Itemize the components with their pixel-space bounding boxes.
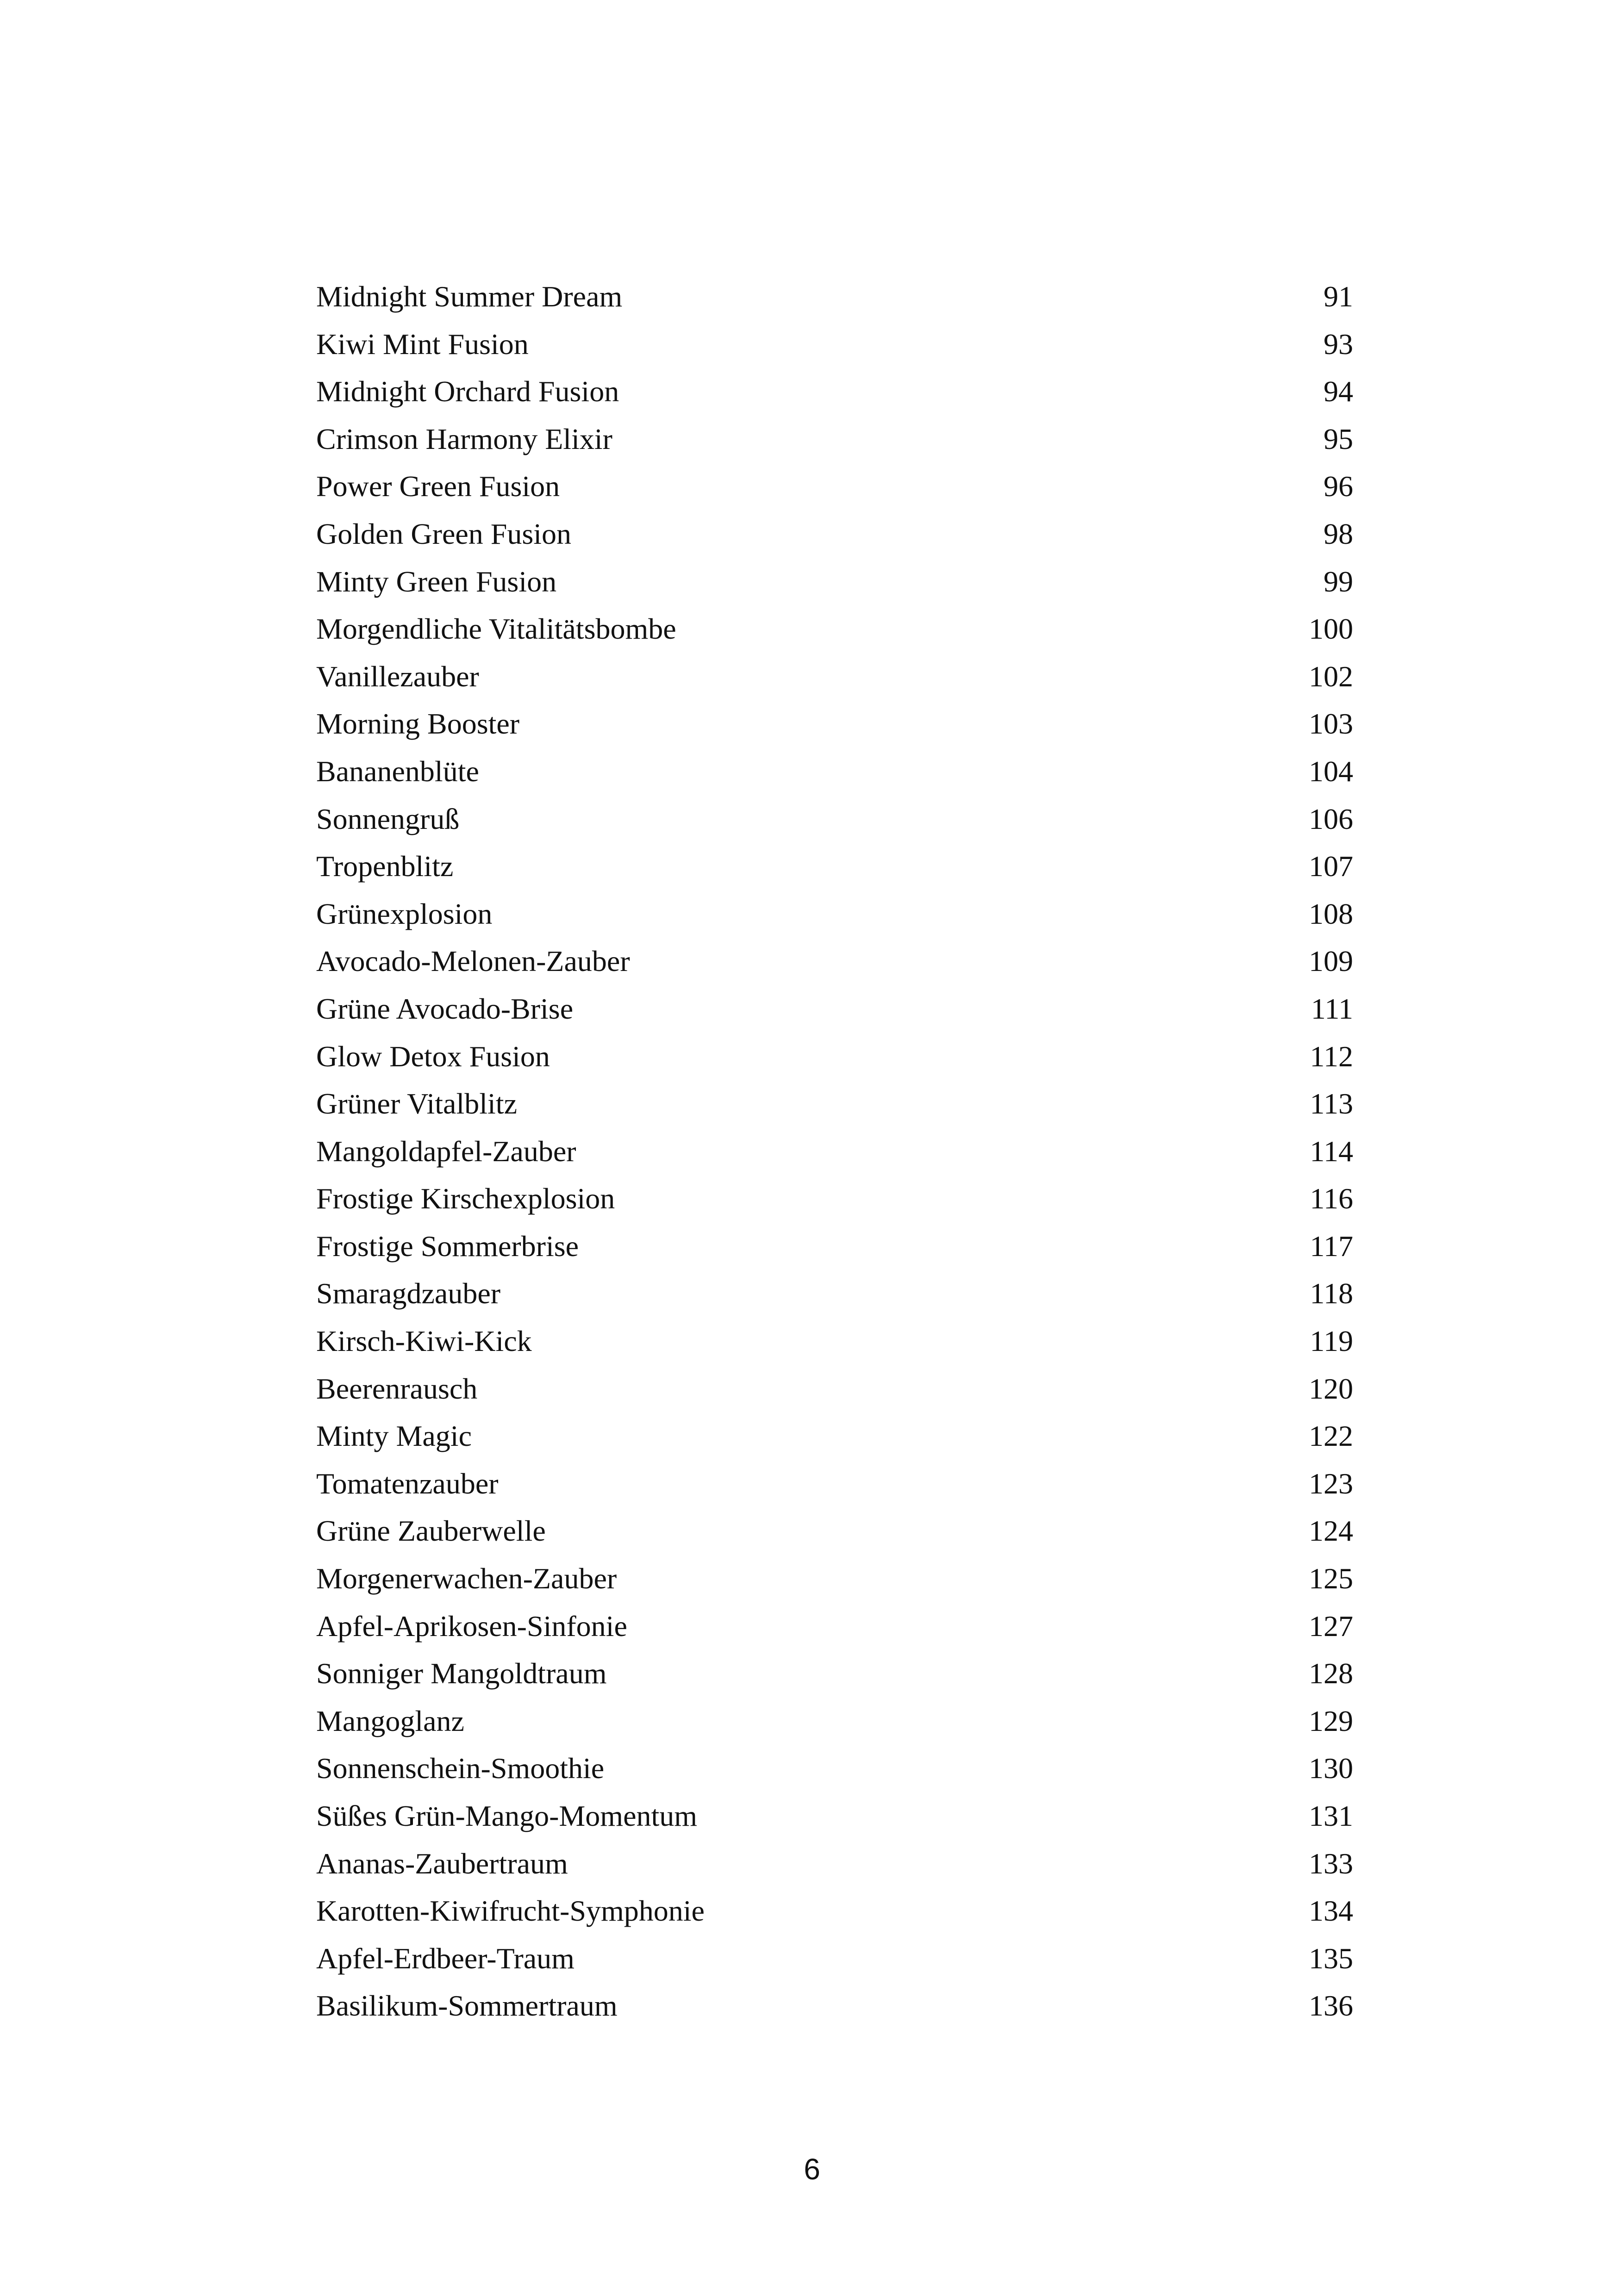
- toc-entry-title: Beerenrausch: [316, 1372, 478, 1405]
- toc-entry: [316, 1555, 1353, 1603]
- toc-entry: [316, 1080, 1353, 1128]
- toc-entry-page: 120: [1309, 1372, 1353, 1405]
- toc-entry-page: 125: [1309, 1562, 1353, 1595]
- toc-entry: [316, 1792, 1353, 1840]
- toc-entry-title: Midnight Summer Dream: [316, 280, 623, 313]
- toc-entry-title: Minty Green Fusion: [316, 565, 557, 598]
- toc-entry: [316, 748, 1353, 796]
- toc-entry-title: Grüne Zauberwelle: [316, 1514, 546, 1548]
- toc-entry: [316, 273, 1353, 321]
- toc-entry: [316, 1935, 1353, 1983]
- toc-entry-page: 133: [1309, 1847, 1353, 1880]
- toc-entry-page: 136: [1309, 1989, 1353, 2022]
- toc-entry-page: 91: [1324, 280, 1353, 313]
- toc-entry-title: Sonnenschein-Smoothie: [316, 1752, 605, 1785]
- toc-entry: [316, 1223, 1353, 1270]
- toc-entry-page: 129: [1309, 1704, 1353, 1737]
- toc-entry-title: Mangoldapfel-Zauber: [316, 1134, 576, 1168]
- toc-entry-title: Grüne Avocado-Brise: [316, 992, 574, 1025]
- toc-entry: [316, 1840, 1353, 1888]
- toc-entry-page: 107: [1309, 850, 1353, 883]
- toc-entry-page: 127: [1309, 1609, 1353, 1643]
- toc-entry-page: 123: [1309, 1467, 1353, 1500]
- toc-entry: [316, 1698, 1353, 1745]
- toc-entry: [316, 605, 1353, 653]
- toc-entry: [316, 1128, 1353, 1176]
- toc-entry-page: 108: [1309, 897, 1353, 930]
- toc-entry-page: 99: [1324, 565, 1353, 598]
- toc-entry-title: Glow Detox Fusion: [316, 1039, 550, 1073]
- toc-entry-title: Basilikum-Sommertraum: [316, 1989, 618, 2022]
- toc-entry: [316, 1270, 1353, 1318]
- toc-entry-page: 119: [1310, 1325, 1353, 1358]
- toc-entry-title: Kirsch-Kiwi-Kick: [316, 1325, 532, 1358]
- toc-entry-page: 114: [1310, 1134, 1353, 1168]
- toc-entry: [316, 938, 1353, 985]
- toc-entry-title: Grünexplosion: [316, 897, 493, 930]
- toc-entry-page: 103: [1309, 707, 1353, 740]
- toc-entry-page: 131: [1309, 1799, 1353, 1832]
- toc-entry-page: 100: [1309, 612, 1353, 646]
- toc-entry-title: Sonnengruß: [316, 802, 460, 835]
- toc-entry: [316, 1365, 1353, 1413]
- toc-entry: [316, 985, 1353, 1033]
- toc-entry: [316, 1650, 1353, 1698]
- toc-entry: [316, 368, 1353, 416]
- toc-entry-page: 134: [1309, 1894, 1353, 1928]
- toc-entry: [316, 1175, 1353, 1223]
- toc-entry-title: Vanillezauber: [316, 660, 479, 693]
- toc-entry-page: 135: [1309, 1941, 1353, 1975]
- toc-entry: [316, 1982, 1353, 2030]
- toc-entry: [316, 653, 1353, 701]
- toc-entry: [316, 1745, 1353, 1792]
- toc-entry: [316, 321, 1353, 368]
- toc-entry-title: Mangoglanz: [316, 1704, 464, 1737]
- toc-entry-title: Morning Booster: [316, 707, 520, 740]
- toc-entry-page: 113: [1310, 1087, 1353, 1120]
- toc-entry-title: Tropenblitz: [316, 850, 454, 883]
- toc-entry-page: 112: [1310, 1039, 1353, 1073]
- toc-entry-page: 96: [1324, 470, 1353, 503]
- toc-entry-page: 102: [1309, 660, 1353, 693]
- toc-entry-page: 94: [1324, 375, 1353, 408]
- toc-entry: [316, 1460, 1353, 1508]
- toc-entry: [316, 1603, 1353, 1650]
- toc-entry-title: Minty Magic: [316, 1419, 472, 1453]
- toc-entry: [316, 1507, 1353, 1555]
- toc-entry-page: 111: [1311, 992, 1353, 1025]
- toc-entry-page: 98: [1324, 517, 1353, 550]
- toc-entry-page: 130: [1309, 1752, 1353, 1785]
- toc-entry-title: Apfel-Aprikosen-Sinfonie: [316, 1609, 627, 1643]
- toc-entry-title: Frostige Kirschexplosion: [316, 1182, 615, 1215]
- toc-entry: [316, 416, 1353, 463]
- toc-entry-title: Power Green Fusion: [316, 470, 560, 503]
- toc-entry: [316, 1412, 1353, 1460]
- toc-entry-title: Golden Green Fusion: [316, 517, 572, 550]
- toc-entry: [316, 890, 1353, 938]
- toc-entry-page: 128: [1309, 1657, 1353, 1690]
- toc-entry-page: 95: [1324, 422, 1353, 455]
- toc-entry-title: Ananas-Zaubertraum: [316, 1847, 568, 1880]
- toc-entry-title: Sonniger Mangoldtraum: [316, 1657, 607, 1690]
- toc-entry: [316, 558, 1353, 606]
- toc-entry-page: 117: [1310, 1229, 1353, 1263]
- toc-entry-page: 106: [1309, 802, 1353, 835]
- toc-entry-title: Smaragdzauber: [316, 1277, 501, 1310]
- toc-entry-page: 93: [1324, 327, 1353, 361]
- table-of-contents: [316, 273, 1353, 2030]
- toc-entry-title: Avocado-Melonen-Zauber: [316, 945, 630, 978]
- toc-entry: [316, 843, 1353, 890]
- toc-entry-page: 118: [1310, 1277, 1353, 1310]
- toc-entry-title: Apfel-Erdbeer-Traum: [316, 1941, 575, 1975]
- toc-entry: [316, 463, 1353, 510]
- toc-entry-title: Midnight Orchard Fusion: [316, 375, 619, 408]
- toc-entry-page: 124: [1309, 1514, 1353, 1548]
- toc-entry-title: Kiwi Mint Fusion: [316, 327, 529, 361]
- toc-entry: [316, 1033, 1353, 1081]
- toc-entry-title: Bananenblüte: [316, 754, 479, 788]
- toc-entry: [316, 700, 1353, 748]
- toc-entry: [316, 1887, 1353, 1935]
- toc-entry: [316, 1318, 1353, 1365]
- toc-entry-title: Tomatenzauber: [316, 1467, 499, 1500]
- toc-entry-title: Frostige Sommerbrise: [316, 1229, 579, 1263]
- toc-entry-title: Morgenerwachen-Zauber: [316, 1562, 617, 1595]
- page-number: 6: [804, 2153, 820, 2186]
- toc-entry: [316, 796, 1353, 843]
- toc-entry-page: 104: [1309, 754, 1353, 788]
- toc-entry-page: 122: [1309, 1419, 1353, 1453]
- toc-entry-title: Karotten-Kiwifrucht-Symphonie: [316, 1894, 705, 1928]
- toc-entry-title: Süßes Grün-Mango-Momentum: [316, 1799, 698, 1832]
- toc-entry-page: 116: [1310, 1182, 1353, 1215]
- toc-entry-title: Crimson Harmony Elixir: [316, 422, 612, 455]
- toc-entry: [316, 510, 1353, 558]
- toc-entry-title: Grüner Vitalblitz: [316, 1087, 517, 1120]
- toc-entry-page: 109: [1309, 945, 1353, 978]
- toc-entry-title: Morgendliche Vitalitätsbombe: [316, 612, 676, 646]
